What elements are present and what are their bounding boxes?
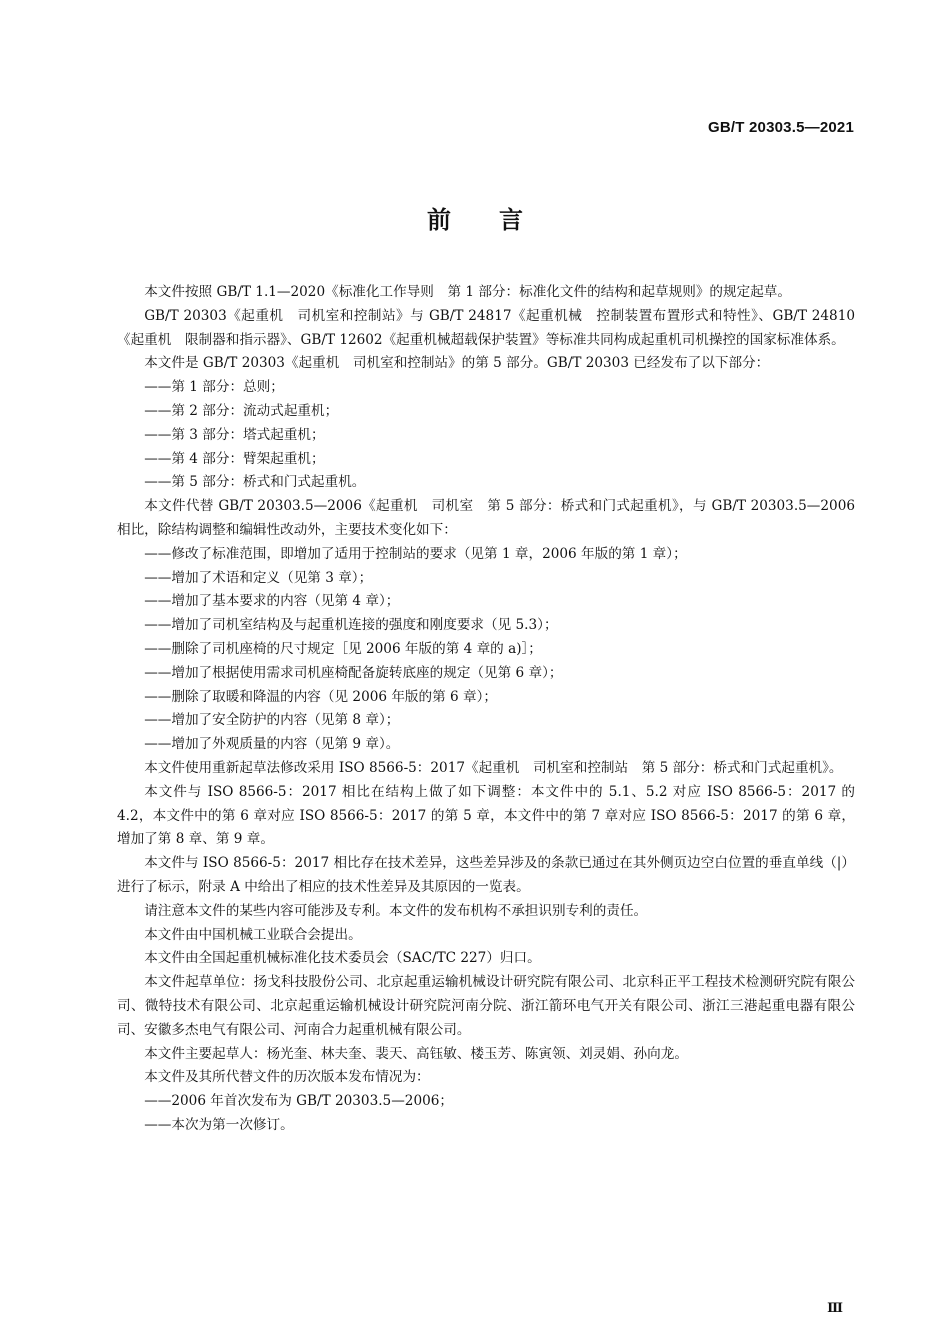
standard-code-header: GB/T 20303.5—2021	[708, 119, 854, 136]
paragraph-drafting-units: 本文件起草单位：扬戈科技股份公司、北京起重运输机械设计研究院有限公司、北京科正平工程技术检测研究院有限公司、微特技术有限公司、北京起重运输机械设计研究院河南分院、浙江箭环电气开关有限公司、浙江三港起重电器有限公司、安徽多杰电气有限公司、河南合力起重机械有限公司。	[117, 974, 855, 1038]
page-title: 前言	[427, 206, 571, 234]
paragraph-structure-adjustment: 本文件与 ISO 8566-5：2017 相比在结构上做了如下调整：本文件中的 5.1、5.2 对应 ISO 8566-5：2017 的 4.2，本文件中的第 6 章对应 ISO 8566-5：2017 的第 5 章，本文件中的第 7 章对应 ISO 8566-5：2017 的第 6 章，增加了第 8 章、第 9 章。	[117, 783, 855, 848]
paragraph-drafters: 本文件主要起草人：杨光奎、林夫奎、裴天、高钰敏、楼玉芳、陈寅领、刘灵娟、孙向龙。	[144, 1045, 688, 1062]
paragraph-standard-system: GB/T 20303《起重机 司机室和控制站》与 GB/T 24817《起重机械 控制装置布置形式和特性》、GB/T 24810《起重机 限制器和指示器》、GB/T 12602《起重机械超载保护装置》等标准共同构成起重机司机操控的国家标准体系。	[117, 307, 855, 348]
list-item-part-3: ——第 3 部分：塔式起重机；	[144, 426, 325, 443]
list-item-change-basic-requirements: ——增加了基本要求的内容（见第 4 章）；	[144, 593, 400, 610]
list-item-change-scope: ——修改了标准范围，即增加了适用于控制站的要求（见第 1 章，2006 年版的第 1 章）；	[144, 545, 687, 562]
paragraph-technical-differences: 本文件与 ISO 8566-5：2017 相比存在技术差异，这些差异涉及的条款已通过在其外侧页边空白位置的垂直单线（|）进行了标示，附录 A 中给出了相应的技术性差异及其原因的一览表。	[117, 855, 855, 895]
paragraph-committee: 本文件由全国起重机械标准化技术委员会（SAC/TC 227）归口。	[144, 950, 541, 967]
paragraph-version-history: 本文件及其所代替文件的历次版本发布情况为：	[144, 1069, 430, 1086]
list-item-change-seat-size: ——删除了司机座椅的尺寸规定［见 2006 年版的第 4 章的 a)］；	[144, 640, 542, 657]
paragraph-drafting-basis: 本文件按照 GB/T 1.1—2020《标准化工作导则 第 1 部分：标准化文件的结构和起草规则》的规定起草。	[144, 284, 791, 300]
list-item-history-2006: ——2006 年首次发布为 GB/T 20303.5—2006；	[144, 1093, 453, 1110]
list-item-change-safety: ——增加了安全防护的内容（见第 8 章）；	[144, 712, 400, 729]
list-item-history-revision: ——本次为第一次修订。	[144, 1116, 294, 1133]
foreword-body	[117, 281, 855, 1138]
list-item-change-heating-cooling: ——删除了取暖和降温的内容（见 2006 年版的第 6 章）；	[144, 688, 497, 705]
list-item-part-5: ——第 5 部分：桥式和门式起重机。	[144, 474, 366, 491]
paragraph-part-intro: 本文件是 GB/T 20303《起重机 司机室和控制站》的第 5 部分。GB/T 20303 已经发布了以下部分：	[144, 355, 770, 372]
list-item-part-1: ——第 1 部分：总则；	[144, 379, 284, 396]
list-item-change-terms: ——增加了术语和定义（见第 3 章）；	[144, 569, 373, 586]
paragraph-iso-adoption: 本文件使用重新起草法修改采用 ISO 8566-5：2017《起重机 司机室和控制站 第 5 部分：桥式和门式起重机》。	[144, 759, 843, 776]
list-item-part-2: ——第 2 部分：流动式起重机；	[144, 402, 339, 419]
list-item-part-4: ——第 4 部分：臂架起重机；	[144, 450, 325, 467]
list-item-change-appearance: ——增加了外观质量的内容（见第 9 章）。	[144, 736, 400, 753]
page-number: Ⅲ	[827, 1300, 843, 1315]
list-item-change-swivel-base: ——增加了根据使用需求司机座椅配备旋转底座的规定（见第 6 章）；	[144, 664, 563, 681]
list-item-change-strength: ——增加了司机室结构及与起重机连接的强度和刚度要求（见 5.3）；	[144, 617, 558, 634]
paragraph-proposer: 本文件由中国机械工业联合会提出。	[144, 926, 362, 943]
paragraph-patent-notice: 请注意本文件的某些内容可能涉及专利。本文件的发布机构不承担识别专利的责任。	[144, 902, 648, 919]
paragraph-replacement: 本文件代替 GB/T 20303.5—2006《起重机 司机室 第 5 部分：桥式和门式起重机》，与 GB/T 20303.5—2006 相比，除结构调整和编辑性改动外，主要技术变化如下：	[117, 498, 855, 538]
